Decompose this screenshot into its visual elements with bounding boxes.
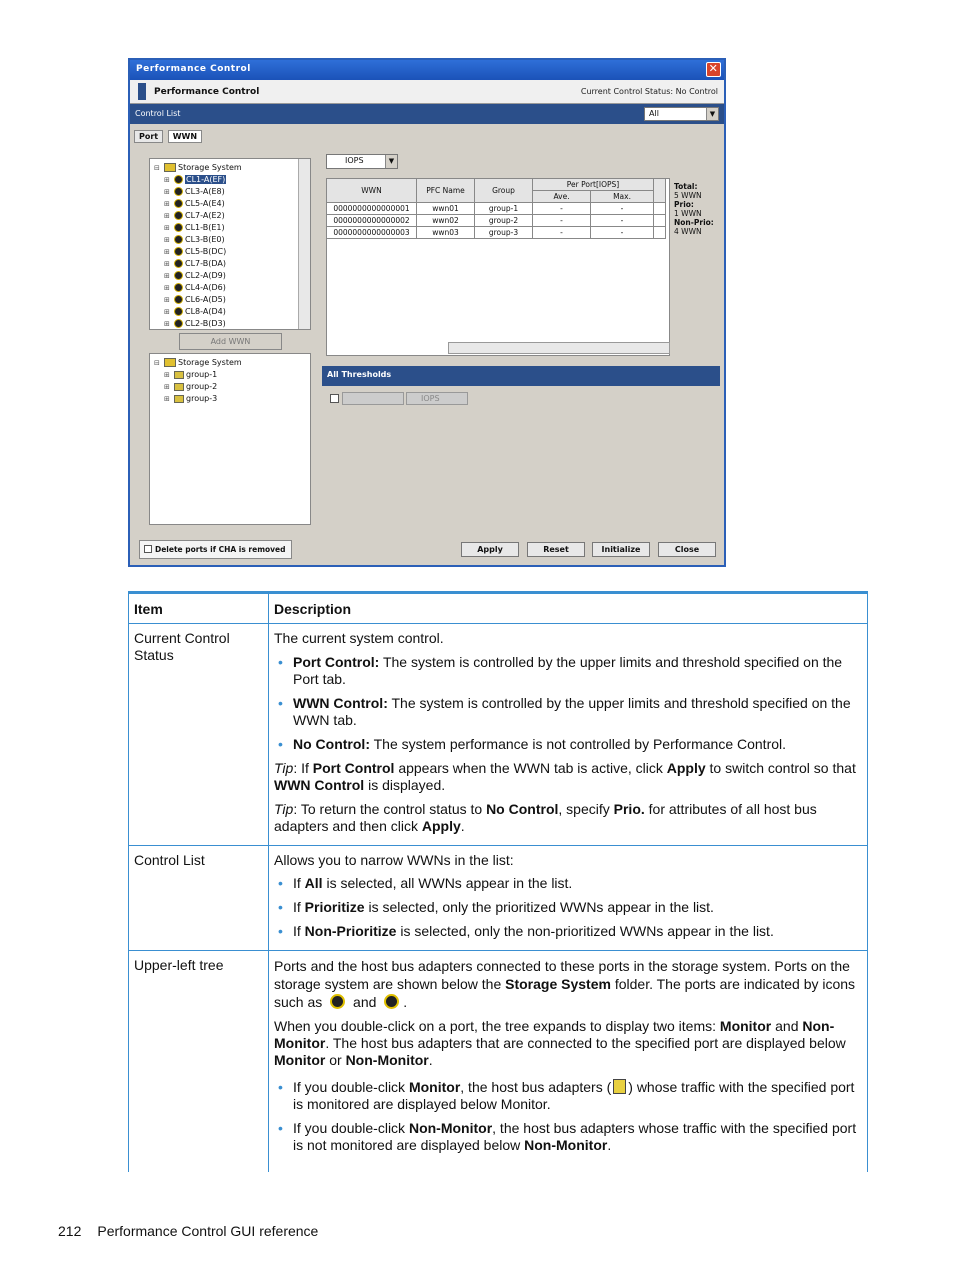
tree-port[interactable]: ⊞ CL5-A(E4) bbox=[164, 199, 225, 208]
total-value: 5 WWN bbox=[674, 191, 702, 200]
header-title: Performance Control bbox=[154, 87, 260, 97]
cell-pfc-name: wwn02 bbox=[417, 215, 475, 227]
total-label: Total: bbox=[674, 182, 698, 191]
cell-wwn: 0000000000000003 bbox=[327, 227, 417, 239]
cell-group: group-2 bbox=[475, 215, 533, 227]
storage-system-icon bbox=[164, 163, 176, 172]
cell-ave: - bbox=[533, 215, 591, 227]
close-icon[interactable]: ✕ bbox=[706, 62, 721, 77]
delete-ports-checkbox[interactable] bbox=[139, 540, 292, 559]
page-number: 212 bbox=[58, 1223, 82, 1239]
item-cell: Control List bbox=[129, 846, 269, 951]
cell-max: - bbox=[591, 215, 654, 227]
upper-left-tree[interactable] bbox=[149, 158, 311, 330]
port-icon bbox=[174, 187, 183, 196]
list-item: • Port Control: The system is controlled by the upper limits and threshold specified on the Port tab. bbox=[274, 654, 862, 688]
tree-port[interactable]: ⊞ CL1-A(EF) bbox=[164, 175, 226, 184]
cell-prio bbox=[654, 203, 666, 215]
wwn-list-area bbox=[322, 152, 720, 362]
nonprio-label: Non-Prio: bbox=[674, 218, 714, 227]
group-icon bbox=[174, 371, 184, 379]
delete-ports-label: Delete ports if CHA is removed bbox=[155, 545, 286, 554]
threshold-input[interactable] bbox=[342, 392, 404, 405]
table-hscrollbar[interactable] bbox=[448, 342, 670, 354]
lower-left-tree[interactable] bbox=[149, 353, 311, 525]
cell-prio bbox=[654, 227, 666, 239]
storage-system-icon bbox=[164, 358, 176, 367]
control-list-value: All bbox=[649, 109, 659, 118]
item-cell: Upper-left tree bbox=[129, 951, 269, 1172]
tree-port[interactable]: ⊞ CL7-B(DA) bbox=[164, 259, 226, 268]
chevron-down-icon: ▼ bbox=[385, 155, 397, 168]
tree-group[interactable]: ⊞ group-3 bbox=[164, 394, 218, 403]
port-icon bbox=[174, 319, 183, 328]
tip-paragraph: Tip: If Port Control appears when the WWN tab is active, click Apply to switch control so that WWN Control is displayed. bbox=[274, 760, 856, 793]
tree-port[interactable]: ⊞ CL8-A(D4) bbox=[164, 307, 226, 316]
metric-select[interactable] bbox=[326, 154, 398, 169]
tree-port[interactable]: ⊞ CL3-A(E8) bbox=[164, 187, 225, 196]
table-row bbox=[129, 624, 868, 846]
desc-intro: The current system control. bbox=[274, 630, 444, 646]
cell-group: group-3 bbox=[475, 227, 533, 239]
col-group[interactable]: Group bbox=[475, 179, 533, 203]
cell-ave: - bbox=[533, 203, 591, 215]
control-list-label: Control List bbox=[135, 109, 181, 118]
tree-port[interactable]: ⊞ CL5-B(DC) bbox=[164, 247, 227, 256]
port-icon bbox=[174, 295, 183, 304]
port-icon bbox=[174, 199, 183, 208]
col-wwn[interactable]: WWN bbox=[327, 179, 417, 203]
tab-wwn[interactable]: WWN bbox=[168, 130, 202, 143]
section-title: Performance Control GUI reference bbox=[97, 1223, 319, 1239]
description-cell bbox=[269, 951, 868, 1172]
tab-bar bbox=[134, 130, 204, 143]
table-row bbox=[129, 951, 868, 1172]
bullet-list bbox=[274, 1079, 862, 1154]
col-item: Item bbox=[129, 593, 269, 624]
nonprio-value: 4 WWN bbox=[674, 227, 702, 236]
wwn-summary bbox=[674, 182, 714, 236]
prio-label: Prio: bbox=[674, 200, 694, 209]
col-max[interactable]: Max. bbox=[591, 191, 654, 203]
col-prio[interactable] bbox=[654, 179, 666, 203]
tree-port[interactable]: ⊞ CL2-A(D9) bbox=[164, 271, 226, 280]
tree-port[interactable]: ⊞ CL6-A(D5) bbox=[164, 295, 226, 304]
group-icon bbox=[174, 395, 184, 403]
desc-intro: Allows you to narrow WWNs in the list: bbox=[274, 852, 514, 868]
cell-pfc-name: wwn01 bbox=[417, 203, 475, 215]
port-icon bbox=[174, 247, 183, 256]
performance-control-window bbox=[128, 58, 726, 567]
port-icon bbox=[174, 211, 183, 220]
cell-ave: - bbox=[533, 227, 591, 239]
control-status: Current Control Status: No Control bbox=[580, 87, 718, 96]
col-per-port[interactable]: Per Port[IOPS] bbox=[533, 179, 654, 191]
window-header bbox=[130, 80, 724, 104]
list-item: • If Non-Prioritize is selected, only the non-prioritized WWNs appear in the list. bbox=[274, 923, 862, 940]
cell-group: group-1 bbox=[475, 203, 533, 215]
thresholds-panel bbox=[322, 386, 720, 532]
thresholds-bar: All Thresholds bbox=[322, 366, 720, 386]
port-icon bbox=[174, 259, 183, 268]
col-pfc-name[interactable]: PFC Name bbox=[417, 179, 475, 203]
tree-port[interactable]: ⊞ CL1-B(E1) bbox=[164, 223, 225, 232]
port-icon bbox=[174, 175, 183, 184]
chevron-down-icon: ▼ bbox=[706, 108, 718, 120]
bullet-list bbox=[274, 654, 862, 753]
list-item: • If you double-click Monitor, the host bus adapters ( ) whose traffic with the specified port is monitored are displayed below Monitor. bbox=[274, 1079, 862, 1113]
table-row bbox=[129, 846, 868, 951]
port-icon bbox=[384, 994, 399, 1009]
tip-paragraph: Tip: To return the control status to No Control, specify Prio. for attributes of all host bus adapters and then click Apply. bbox=[274, 801, 817, 834]
close-button[interactable]: Close bbox=[658, 542, 716, 557]
window-title: Performance Control bbox=[136, 64, 251, 74]
control-list-bar bbox=[130, 104, 724, 124]
initialize-button[interactable]: Initialize bbox=[592, 542, 650, 557]
list-item: • WWN Control: The system is controlled by the upper limits and threshold specified on the WWN tab. bbox=[274, 695, 862, 729]
col-ave[interactable]: Ave. bbox=[533, 191, 591, 203]
threshold-checkbox[interactable] bbox=[330, 394, 339, 403]
checkbox-icon bbox=[144, 545, 152, 553]
list-item: • If Prioritize is selected, only the prioritized WWNs appear in the list. bbox=[274, 899, 862, 916]
tree-group[interactable]: ⊞ group-1 bbox=[164, 370, 218, 379]
control-list-select[interactable] bbox=[644, 107, 719, 121]
port-icon bbox=[174, 283, 183, 292]
tree-root[interactable]: ⊟ Storage System bbox=[154, 163, 242, 172]
cell-max: - bbox=[591, 203, 654, 215]
window-titlebar bbox=[130, 60, 724, 80]
list-item: • No Control: The system performance is not controlled by Performance Control. bbox=[274, 736, 862, 753]
cell-wwn: 0000000000000001 bbox=[327, 203, 417, 215]
cell-wwn: 0000000000000002 bbox=[327, 215, 417, 227]
table-row[interactable] bbox=[327, 227, 666, 239]
group-icon bbox=[174, 383, 184, 391]
tree-port[interactable]: ⊞ CL3-B(E0) bbox=[164, 235, 225, 244]
metric-select-value: IOPS bbox=[345, 156, 364, 165]
list-item: • If you double-click Non-Monitor, the host bus adapters whose traffic with the specified port is not monitored are displayed below Non-Monitor. bbox=[274, 1120, 862, 1154]
reset-button[interactable]: Reset bbox=[527, 542, 585, 557]
header-accent bbox=[138, 83, 146, 100]
tree-port[interactable]: ⊞ CL4-A(D6) bbox=[164, 283, 226, 292]
port-icon bbox=[330, 994, 345, 1009]
tree-port[interactable]: ⊞ CL7-A(E2) bbox=[164, 211, 225, 220]
description-table bbox=[128, 591, 868, 1172]
port-icon bbox=[174, 307, 183, 316]
bullet-list bbox=[274, 875, 862, 940]
cell-max: - bbox=[591, 227, 654, 239]
desc-paragraph: Ports and the host bus adapters connected to these ports in the storage system. Ports on the storage system are shown below the Storage System folder. The ports are indicated by icons such as and . bbox=[274, 958, 856, 1010]
prio-value: 1 WWN bbox=[674, 209, 702, 218]
threshold-unit-select[interactable]: IOPS bbox=[406, 392, 468, 405]
col-description: Description bbox=[269, 593, 868, 624]
port-icon bbox=[174, 271, 183, 280]
desc-paragraph: When you double-click on a port, the tree expands to display two items: Monitor and Non-Monitor. The host bus adapters that are connected to the specified port are displayed below Monitor or Non-Monitor. bbox=[274, 1018, 846, 1068]
host-bus-adapter-icon bbox=[613, 1079, 626, 1094]
tree-group[interactable]: ⊞ group-2 bbox=[164, 382, 218, 391]
tree-scrollbar[interactable] bbox=[298, 159, 310, 329]
list-item: • If All is selected, all WWNs appear in the list. bbox=[274, 875, 862, 892]
page-footer bbox=[58, 1223, 318, 1239]
wwn-table bbox=[326, 178, 666, 239]
tree-port[interactable]: ⊞ CL2-B(D3) bbox=[164, 319, 226, 328]
apply-button[interactable]: Apply bbox=[461, 542, 519, 557]
item-cell: Current Control Status bbox=[129, 624, 269, 846]
port-icon bbox=[174, 235, 183, 244]
cell-prio bbox=[654, 215, 666, 227]
add-wwn-button[interactable]: Add WWN bbox=[179, 333, 282, 350]
port-icon bbox=[174, 223, 183, 232]
description-cell bbox=[269, 846, 868, 951]
table-row[interactable] bbox=[327, 203, 666, 215]
group-tree bbox=[150, 354, 310, 408]
table-row[interactable] bbox=[327, 215, 666, 227]
description-cell bbox=[269, 624, 868, 846]
port-tree bbox=[150, 159, 310, 333]
tab-port[interactable]: Port bbox=[134, 130, 163, 143]
tree-root[interactable]: ⊟ Storage System bbox=[154, 358, 242, 367]
cell-pfc-name: wwn03 bbox=[417, 227, 475, 239]
